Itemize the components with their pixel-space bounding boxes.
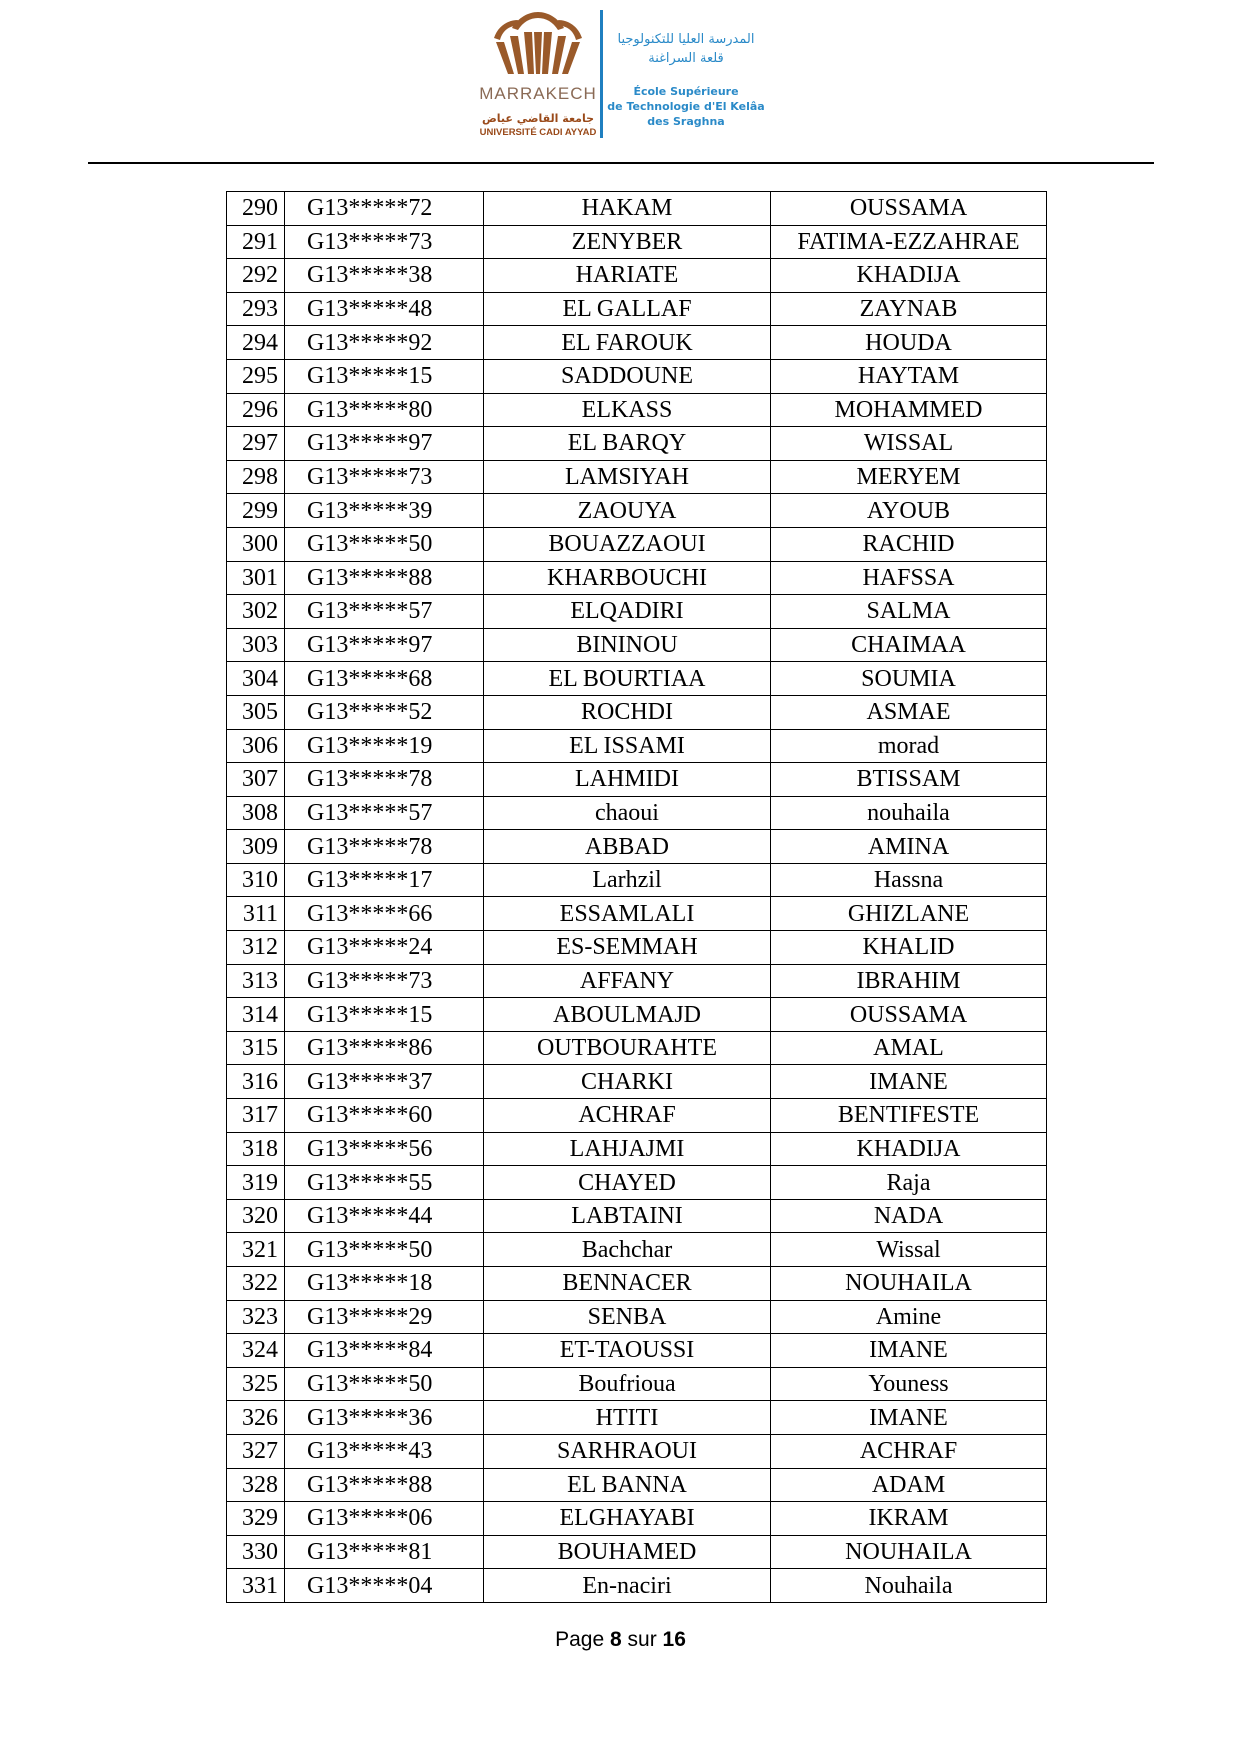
school-name-arabic	[606, 30, 766, 68]
row-number-cell: 304	[227, 662, 285, 696]
last-name-cell: CHARKI	[484, 1065, 771, 1099]
table-row	[227, 763, 1047, 797]
footer-page-sur: sur	[627, 1628, 657, 1651]
student-code-cell: G13*****78	[285, 830, 484, 864]
last-name-cell: HTITI	[484, 1401, 771, 1435]
row-number-cell: 291	[227, 225, 285, 259]
last-name-cell: Boufrioua	[484, 1367, 771, 1401]
student-list-body	[227, 192, 1047, 1603]
last-name-cell: ABOULMAJD	[484, 998, 771, 1032]
student-code-cell: G13*****36	[285, 1401, 484, 1435]
page-header	[0, 0, 1241, 165]
last-name-cell: ELQADIRI	[484, 595, 771, 629]
row-number-cell: 294	[227, 326, 285, 360]
first-name-cell: MOHAMMED	[771, 393, 1047, 427]
first-name-cell: OUSSAMA	[771, 192, 1047, 226]
first-name-cell: Amine	[771, 1300, 1047, 1334]
student-code-cell: G13*****78	[285, 763, 484, 797]
last-name-cell: CHAYED	[484, 1166, 771, 1200]
last-name-cell: ZENYBER	[484, 225, 771, 259]
row-number-cell: 325	[227, 1367, 285, 1401]
table-row	[227, 595, 1047, 629]
table-row	[227, 192, 1047, 226]
row-number-cell: 306	[227, 729, 285, 763]
last-name-cell: EL BARQY	[484, 427, 771, 461]
student-code-cell: G13*****17	[285, 863, 484, 897]
first-name-cell: NOUHAILA	[771, 1267, 1047, 1301]
student-code-cell: G13*****15	[285, 359, 484, 393]
row-number-cell: 322	[227, 1267, 285, 1301]
last-name-cell: LAHMIDI	[484, 763, 771, 797]
first-name-cell: KHADIJA	[771, 259, 1047, 293]
row-number-cell: 327	[227, 1434, 285, 1468]
row-number-cell: 300	[227, 527, 285, 561]
first-name-cell: MERYEM	[771, 460, 1047, 494]
row-number-cell: 314	[227, 998, 285, 1032]
student-list-table	[226, 191, 1047, 1603]
table-row	[227, 1334, 1047, 1368]
row-number-cell: 319	[227, 1166, 285, 1200]
palm-emblem-icon	[488, 8, 588, 86]
first-name-cell: IMANE	[771, 1065, 1047, 1099]
row-number-cell: 323	[227, 1300, 285, 1334]
row-number-cell: 299	[227, 494, 285, 528]
last-name-cell: LAMSIYAH	[484, 460, 771, 494]
student-code-cell: G13*****06	[285, 1502, 484, 1536]
logo-city-name: MARRAKECH	[479, 84, 597, 103]
last-name-cell: chaoui	[484, 796, 771, 830]
student-code-cell: G13*****37	[285, 1065, 484, 1099]
last-name-cell: ET-TAOUSSI	[484, 1334, 771, 1368]
student-code-cell: G13*****39	[285, 494, 484, 528]
first-name-cell: morad	[771, 729, 1047, 763]
student-code-cell: G13*****97	[285, 427, 484, 461]
row-number-cell: 328	[227, 1468, 285, 1502]
first-name-cell: Youness	[771, 1367, 1047, 1401]
first-name-cell: SOUMIA	[771, 662, 1047, 696]
table-row	[227, 1099, 1047, 1133]
last-name-cell: EL BOURTIAA	[484, 662, 771, 696]
school-name-french-line: École Supérieure	[633, 85, 739, 98]
last-name-cell: ROCHDI	[484, 695, 771, 729]
first-name-cell: IBRAHIM	[771, 964, 1047, 998]
row-number-cell: 329	[227, 1502, 285, 1536]
first-name-cell: AYOUB	[771, 494, 1047, 528]
row-number-cell: 320	[227, 1199, 285, 1233]
last-name-cell: BOUHAMED	[484, 1535, 771, 1569]
table-row	[227, 326, 1047, 360]
last-name-cell: BOUAZZAOUI	[484, 527, 771, 561]
table-row	[227, 1502, 1047, 1536]
first-name-cell: OUSSAMA	[771, 998, 1047, 1032]
last-name-cell: LAHJAJMI	[484, 1132, 771, 1166]
row-number-cell: 331	[227, 1569, 285, 1603]
student-code-cell: G13*****15	[285, 998, 484, 1032]
row-number-cell: 307	[227, 763, 285, 797]
footer-page-number: 8	[609, 1628, 622, 1651]
row-number-cell: 326	[227, 1401, 285, 1435]
table-row	[227, 1569, 1047, 1603]
row-number-cell: 310	[227, 863, 285, 897]
row-number-cell: 316	[227, 1065, 285, 1099]
first-name-cell: GHIZLANE	[771, 897, 1047, 931]
row-number-cell: 315	[227, 1031, 285, 1065]
row-number-cell: 302	[227, 595, 285, 629]
last-name-cell: ES-SEMMAH	[484, 931, 771, 965]
table-row	[227, 1267, 1047, 1301]
student-code-cell: G13*****55	[285, 1166, 484, 1200]
row-number-cell: 321	[227, 1233, 285, 1267]
table-row	[227, 494, 1047, 528]
table-row	[227, 1132, 1047, 1166]
student-code-cell: G13*****57	[285, 796, 484, 830]
first-name-cell: HOUDA	[771, 326, 1047, 360]
student-code-cell: G13*****50	[285, 1233, 484, 1267]
first-name-cell: ACHRAF	[771, 1434, 1047, 1468]
first-name-cell: Wissal	[771, 1233, 1047, 1267]
table-row	[227, 863, 1047, 897]
last-name-cell: ABBAD	[484, 830, 771, 864]
first-name-cell: FATIMA-EZZAHRAE	[771, 225, 1047, 259]
last-name-cell: EL BANNA	[484, 1468, 771, 1502]
student-code-cell: G13*****52	[285, 695, 484, 729]
table-row	[227, 1468, 1047, 1502]
student-code-cell: G13*****18	[285, 1267, 484, 1301]
last-name-cell: SARHRAOUI	[484, 1434, 771, 1468]
student-code-cell: G13*****80	[285, 393, 484, 427]
table-row	[227, 1065, 1047, 1099]
table-row	[227, 561, 1047, 595]
first-name-cell: HAFSSA	[771, 561, 1047, 595]
last-name-cell: ELKASS	[484, 393, 771, 427]
first-name-cell: BTISSAM	[771, 763, 1047, 797]
student-code-cell: G13*****50	[285, 1367, 484, 1401]
first-name-cell: CHAIMAA	[771, 628, 1047, 662]
table-row	[227, 427, 1047, 461]
table-row	[227, 1401, 1047, 1435]
student-code-cell: G13*****73	[285, 225, 484, 259]
student-code-cell: G13*****73	[285, 460, 484, 494]
table-row	[227, 527, 1047, 561]
last-name-cell: Bachchar	[484, 1233, 771, 1267]
last-name-cell: BININOU	[484, 628, 771, 662]
row-number-cell: 311	[227, 897, 285, 931]
last-name-cell: BENNACER	[484, 1267, 771, 1301]
student-code-cell: G13*****38	[285, 259, 484, 293]
student-code-cell: G13*****88	[285, 561, 484, 595]
school-name-arabic-line: المدرسة العليا للتكنولوجيا	[617, 32, 755, 47]
first-name-cell: SALMA	[771, 595, 1047, 629]
last-name-cell: LABTAINI	[484, 1199, 771, 1233]
school-name-french	[606, 84, 766, 129]
last-name-cell: HAKAM	[484, 192, 771, 226]
row-number-cell: 305	[227, 695, 285, 729]
last-name-cell: AFFANY	[484, 964, 771, 998]
student-code-cell: G13*****19	[285, 729, 484, 763]
last-name-cell: KHARBOUCHI	[484, 561, 771, 595]
table-row	[227, 1199, 1047, 1233]
table-row	[227, 628, 1047, 662]
row-number-cell: 324	[227, 1334, 285, 1368]
last-name-cell: ELGHAYABI	[484, 1502, 771, 1536]
student-code-cell: G13*****04	[285, 1569, 484, 1603]
row-number-cell: 330	[227, 1535, 285, 1569]
student-code-cell: G13*****43	[285, 1434, 484, 1468]
row-number-cell: 298	[227, 460, 285, 494]
student-code-cell: G13*****92	[285, 326, 484, 360]
student-code-cell: G13*****66	[285, 897, 484, 931]
table-row	[227, 662, 1047, 696]
table-row	[227, 695, 1047, 729]
table-row	[227, 1300, 1047, 1334]
first-name-cell: NOUHAILA	[771, 1535, 1047, 1569]
table-row	[227, 830, 1047, 864]
row-number-cell: 292	[227, 259, 285, 293]
student-code-cell: G13*****57	[285, 595, 484, 629]
student-code-cell: G13*****50	[285, 527, 484, 561]
row-number-cell: 293	[227, 292, 285, 326]
first-name-cell: KHALID	[771, 931, 1047, 965]
logo-university-name: UNIVERSITÉ CADI AYYAD	[479, 127, 597, 138]
student-code-cell: G13*****24	[285, 931, 484, 965]
row-number-cell: 303	[227, 628, 285, 662]
last-name-cell: EL ISSAMI	[484, 729, 771, 763]
first-name-cell: Hassna	[771, 863, 1047, 897]
last-name-cell: ACHRAF	[484, 1099, 771, 1133]
student-code-cell: G13*****48	[285, 292, 484, 326]
last-name-cell: HARIATE	[484, 259, 771, 293]
header-rule	[88, 162, 1154, 164]
student-code-cell: G13*****73	[285, 964, 484, 998]
first-name-cell: RACHID	[771, 527, 1047, 561]
table-row	[227, 1031, 1047, 1065]
table-row	[227, 998, 1047, 1032]
last-name-cell: En-naciri	[484, 1569, 771, 1603]
first-name-cell: WISSAL	[771, 427, 1047, 461]
table-row	[227, 1166, 1047, 1200]
table-row	[227, 1367, 1047, 1401]
first-name-cell: IMANE	[771, 1401, 1047, 1435]
student-code-cell: G13*****84	[285, 1334, 484, 1368]
row-number-cell: 309	[227, 830, 285, 864]
table-row	[227, 796, 1047, 830]
last-name-cell: OUTBOURAHTE	[484, 1031, 771, 1065]
row-number-cell: 312	[227, 931, 285, 965]
first-name-cell: AMINA	[771, 830, 1047, 864]
last-name-cell: EL FAROUK	[484, 326, 771, 360]
table-row	[227, 897, 1047, 931]
first-name-cell: AMAL	[771, 1031, 1047, 1065]
first-name-cell: KHADIJA	[771, 1132, 1047, 1166]
first-name-cell: Raja	[771, 1166, 1047, 1200]
row-number-cell: 308	[227, 796, 285, 830]
logo-university-arabic: جامعة القاضي عياض	[481, 112, 595, 125]
first-name-cell: IMANE	[771, 1334, 1047, 1368]
table-row	[227, 1535, 1047, 1569]
row-number-cell: 295	[227, 359, 285, 393]
page-footer	[0, 1628, 1241, 1652]
first-name-cell: ASMAE	[771, 695, 1047, 729]
last-name-cell: Larhzil	[484, 863, 771, 897]
first-name-cell: nouhaila	[771, 796, 1047, 830]
row-number-cell: 290	[227, 192, 285, 226]
table-row	[227, 1434, 1047, 1468]
last-name-cell: SENBA	[484, 1300, 771, 1334]
row-number-cell: 317	[227, 1099, 285, 1133]
student-code-cell: G13*****44	[285, 1199, 484, 1233]
footer-page-total: 16	[662, 1628, 686, 1651]
table-row	[227, 964, 1047, 998]
last-name-cell: ZAOUYA	[484, 494, 771, 528]
school-name-french-line: de Technologie d'El Kelâa	[607, 100, 765, 113]
table-row	[227, 1233, 1047, 1267]
first-name-cell: ZAYNAB	[771, 292, 1047, 326]
student-code-cell: G13*****72	[285, 192, 484, 226]
table-row	[227, 259, 1047, 293]
table-row	[227, 460, 1047, 494]
row-number-cell: 296	[227, 393, 285, 427]
header-divider	[600, 10, 603, 138]
last-name-cell: EL GALLAF	[484, 292, 771, 326]
first-name-cell: NADA	[771, 1199, 1047, 1233]
row-number-cell: 301	[227, 561, 285, 595]
table-row	[227, 292, 1047, 326]
student-code-cell: G13*****68	[285, 662, 484, 696]
student-code-cell: G13*****81	[285, 1535, 484, 1569]
student-code-cell: G13*****97	[285, 628, 484, 662]
row-number-cell: 313	[227, 964, 285, 998]
row-number-cell: 318	[227, 1132, 285, 1166]
footer-page-prefix: Page	[555, 1628, 605, 1651]
table-row	[227, 931, 1047, 965]
last-name-cell: SADDOUNE	[484, 359, 771, 393]
student-code-cell: G13*****86	[285, 1031, 484, 1065]
school-name-french-line: des Sraghna	[647, 115, 725, 128]
student-code-cell: G13*****56	[285, 1132, 484, 1166]
first-name-cell: ADAM	[771, 1468, 1047, 1502]
first-name-cell: Nouhaila	[771, 1569, 1047, 1603]
first-name-cell: IKRAM	[771, 1502, 1047, 1536]
student-code-cell: G13*****88	[285, 1468, 484, 1502]
school-name-arabic-line: قلعة السراغنة	[648, 51, 724, 66]
first-name-cell: HAYTAM	[771, 359, 1047, 393]
row-number-cell: 297	[227, 427, 285, 461]
university-logo	[478, 8, 598, 143]
last-name-cell: ESSAMLALI	[484, 897, 771, 931]
table-row	[227, 225, 1047, 259]
student-code-cell: G13*****60	[285, 1099, 484, 1133]
table-row	[227, 359, 1047, 393]
first-name-cell: BENTIFESTE	[771, 1099, 1047, 1133]
table-row	[227, 393, 1047, 427]
student-code-cell: G13*****29	[285, 1300, 484, 1334]
table-row	[227, 729, 1047, 763]
